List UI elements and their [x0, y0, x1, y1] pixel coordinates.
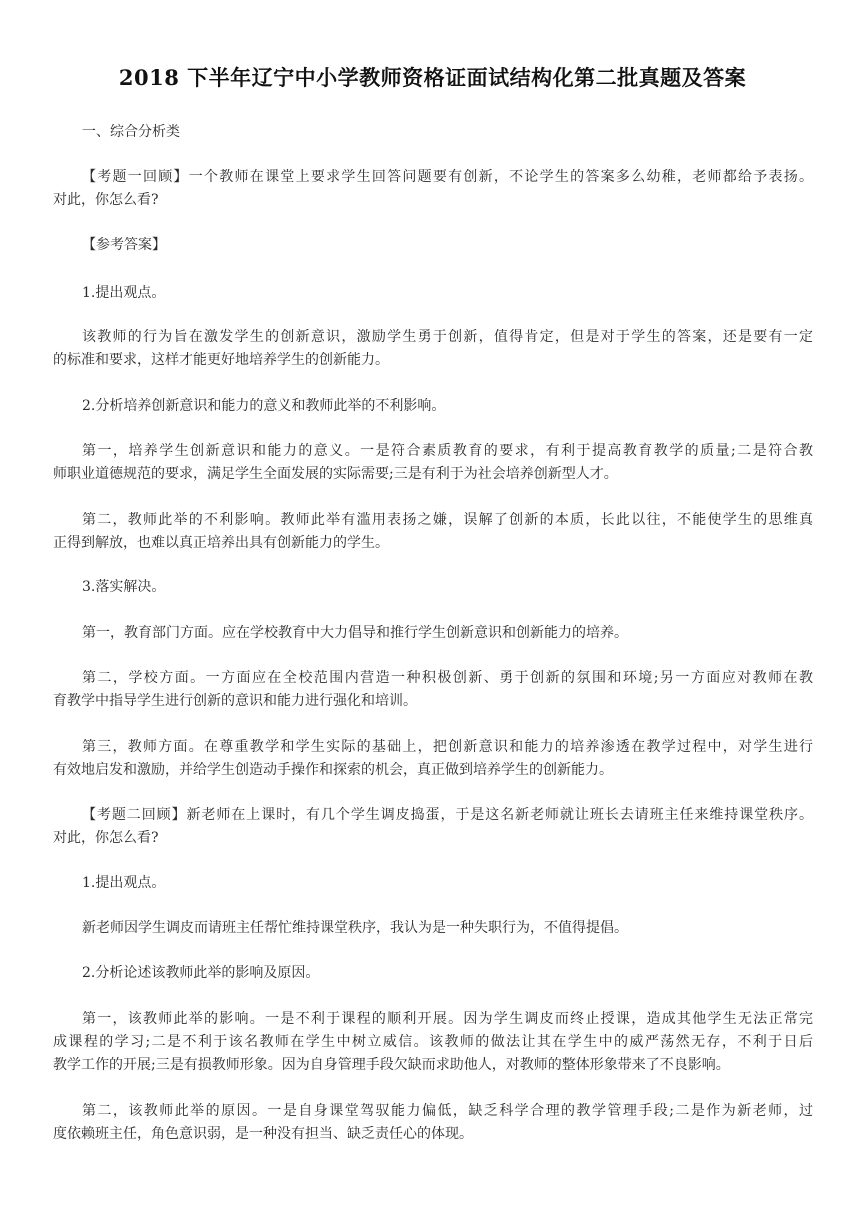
paragraph-line: 教学工作的开展;三是有损教师形象。因为自身管理手段欠缺而求助他人，对教师的整体形象带来了不良影响。 [53, 1057, 730, 1073]
point-heading: 2.分析论述该教师此举的影响及原因。 [82, 965, 320, 981]
paragraph-line: 有效地启发和激励，并给学生创造动手操作和探索的机会，真正做到培养学生的创新能力。 [53, 762, 613, 778]
paragraph-line: 的标准和要求，这样才能更好地培养学生的创新能力。 [53, 352, 389, 368]
paragraph-line: 第二，该教师此举的原因。一是自身课堂驾驭能力偏低，缺乏科学合理的教学管理手段;二是作为新老师，过 [82, 1103, 813, 1119]
point-heading: 2.分析培养创新意识和能力的意义和教师此举的不利影响。 [82, 398, 446, 414]
paragraph-line: 第二，教师此举的不利影响。教师此举有滥用表扬之嫌，误解了创新的本质，长此以往，不能使学生的思维真 [82, 512, 813, 528]
reference-answer-label: 【参考答案】 [82, 237, 166, 253]
question-one-text-cont: 对此，你怎么看? [53, 192, 159, 208]
question-two-text-cont: 对此，你怎么看? [53, 830, 159, 846]
paragraph-line: 第二，学校方面。一方面应在全校范围内营造一种积极创新、勇于创新的氛围和环境;另一方面应对教师在教 [82, 670, 813, 686]
paragraph-line: 第三，教师方面。在尊重教学和学生实际的基础上，把创新意识和能力的培养渗透在教学过程中，对学生进行 [82, 739, 813, 755]
question-one-text: 【考题一回顾】一个教师在课堂上要求学生回答问题要有创新，不论学生的答案多么幼稚，老师都给予表扬。 [82, 169, 813, 185]
paragraph-line: 度依赖班主任，角色意识弱，是一种没有担当、缺乏责任心的体现。 [53, 1126, 473, 1142]
paragraph-line: 第一，该教师此举的影响。一是不利于课程的顺利开展。因为学生调皮而终止授课，造成其他学生无法正常完 [82, 1011, 813, 1027]
paragraph-line: 第一，教育部门方面。应在学校教育中大力倡导和推行学生创新意识和创新能力的培养。 [82, 625, 628, 641]
document-title: 2018 下半年辽宁中小学教师资格证面试结构化第二批真题及答案 [118, 65, 747, 90]
paragraph-line: 成课程的学习;二是不利于该名教师在学生中树立威信。该教师的做法让其在学生中的威严荡然无存，不利于日后 [53, 1034, 813, 1050]
point-heading: 1.提出观点。 [82, 875, 166, 891]
question-two-text: 【考题二回顾】新老师在上课时，有几个学生调皮捣蛋，于是这名新老师就让班长去请班主任来维持课堂秩序。 [82, 807, 813, 823]
paragraph-line: 第一，培养学生创新意识和能力的意义。一是符合素质教育的要求，有利于提高教育教学的质量;二是符合教 [82, 443, 813, 459]
section-heading: 一、综合分析类 [82, 124, 180, 140]
paragraph-line: 正得到解放，也难以真正培养出具有创新能力的学生。 [53, 535, 389, 551]
paragraph-line: 新老师因学生调皮而请班主任帮忙维持课堂秩序，我认为是一种失职行为，不值得提倡。 [82, 920, 628, 936]
paragraph-line: 育教学中指导学生进行创新的意识和能力进行强化和培训。 [53, 693, 417, 709]
paragraph-line: 该教师的行为旨在激发学生的创新意识，激励学生勇于创新，值得肯定，但是对于学生的答案，还是要有一定 [82, 329, 813, 345]
point-heading: 3.落实解决。 [82, 579, 166, 595]
paragraph-line: 师职业道德规范的要求，满足学生全面发展的实际需要;三是有利于为社会培养创新型人才。 [53, 466, 618, 482]
point-heading: 1.提出观点。 [82, 285, 166, 301]
